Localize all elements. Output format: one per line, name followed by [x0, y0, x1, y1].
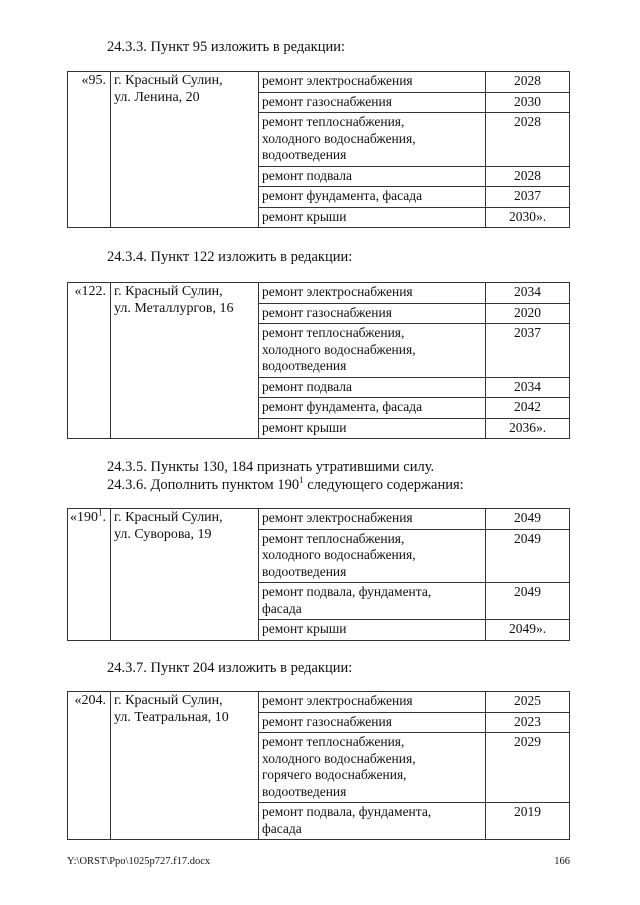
work-type-line: ремонт электроснабжения — [262, 73, 413, 88]
work-type-cell — [259, 583, 486, 620]
work-type-cell — [259, 207, 486, 228]
work-type-line: горячего водоснабжения, — [262, 767, 407, 782]
work-type-line: ремонт электроснабжения — [262, 510, 413, 525]
address-line: ул. Суворова, 19 — [114, 526, 212, 542]
amendment-table — [67, 282, 570, 439]
work-type-line: ремонт газоснабжения — [262, 304, 392, 320]
work-type-line: холодного водоснабжения, — [262, 341, 416, 357]
address-line: ул. Металлургов, 16 — [114, 300, 234, 316]
year-cell: 2020 — [486, 303, 570, 324]
year-cell: 2049 — [486, 509, 570, 530]
year-cell: 2028 — [486, 72, 570, 93]
amendment-table — [67, 508, 570, 641]
year-cell: 2036». — [486, 418, 570, 439]
work-type-line: ремонт теплоснабжения, — [262, 325, 405, 340]
work-type-line: ремонт теплоснабжения, — [262, 114, 405, 129]
work-type-line: ремонт теплоснабжения, — [262, 530, 405, 546]
work-type-line: фасада — [262, 820, 302, 836]
table-row — [68, 72, 570, 93]
work-type-cell — [259, 620, 486, 641]
year-cell: 2029 — [486, 733, 570, 803]
section-heading: 24.3.3. Пункт 95 изложить в редакции: — [107, 39, 346, 55]
work-type-cell — [259, 283, 486, 304]
address-cell — [111, 283, 259, 439]
work-type-line: холодного водоснабжения, — [262, 547, 416, 562]
work-type-cell — [259, 92, 486, 113]
work-type-cell — [259, 398, 486, 419]
amendment-table — [67, 691, 570, 840]
address-cell — [111, 72, 259, 228]
work-type-line: ремонт подвала, фундамента, — [262, 584, 432, 599]
work-type-line: фасада — [262, 600, 302, 616]
item-number-text: «190 — [70, 510, 98, 525]
table-row — [68, 283, 570, 304]
section-heading: 24.3.5. Пункты 130, 184 признать утратившими силу. — [107, 459, 435, 475]
section-heading: 24.3.4. Пункт 122 изложить в редакции: — [107, 249, 353, 265]
work-type-line: ремонт крыши — [262, 419, 347, 435]
work-type-line: ремонт теплоснабжения, — [262, 734, 405, 749]
work-type-cell — [259, 733, 486, 803]
year-cell: 2034 — [486, 283, 570, 304]
section-heading: 24.3.7. Пункт 204 изложить в редакции: — [107, 660, 353, 676]
address-cell — [111, 509, 259, 641]
item-number-text: «204. — [74, 693, 106, 708]
superscript: 1 — [299, 475, 304, 486]
work-type-line: ремонт подвала, фундамента, — [262, 804, 432, 819]
work-type-cell — [259, 72, 486, 93]
work-type-line: ремонт крыши — [262, 621, 347, 636]
work-type-cell — [259, 377, 486, 398]
section-heading — [107, 476, 464, 494]
address-line: ул. Театральная, 10 — [114, 709, 229, 725]
work-type-cell — [259, 712, 486, 733]
work-type-line: водоотведения — [262, 358, 347, 373]
year-cell: 2049 — [486, 529, 570, 583]
year-cell: 2019 — [486, 803, 570, 840]
work-type-line: водоотведения — [262, 563, 347, 579]
work-type-cell — [259, 529, 486, 583]
year-cell: 2034 — [486, 377, 570, 398]
work-type-line: водоотведения — [262, 147, 347, 162]
file-path: Y:\ORST\Ppo\1025p727.f17.docx — [67, 856, 211, 867]
work-type-cell — [259, 509, 486, 530]
work-type-cell — [259, 803, 486, 840]
year-cell: 2030». — [486, 207, 570, 228]
work-type-cell — [259, 303, 486, 324]
item-number-text: «122. — [74, 284, 106, 299]
address-line: ул. Ленина, 20 — [114, 89, 200, 105]
work-type-cell — [259, 113, 486, 167]
year-cell: 2037 — [486, 324, 570, 378]
year-cell: 2049». — [486, 620, 570, 641]
work-type-line: ремонт крыши — [262, 208, 347, 224]
work-type-cell — [259, 692, 486, 713]
work-type-line: ремонт фундамента, фасада — [262, 399, 423, 414]
item-number-suffix: . — [102, 510, 106, 525]
item-number-text: «95. — [81, 73, 106, 88]
address-line: г. Красный Сулин, — [114, 510, 223, 525]
address-line: г. Красный Сулин, — [114, 73, 223, 88]
work-type-cell — [259, 324, 486, 378]
superscript: 1 — [98, 507, 103, 518]
address-line: г. Красный Сулин, — [114, 284, 223, 299]
page-number: 166 — [554, 856, 570, 867]
heading-text: 24.3.6. Дополнить пунктом 190 — [107, 477, 300, 493]
year-cell: 2028 — [486, 113, 570, 167]
work-type-line: ремонт фундамента, фасада — [262, 188, 423, 203]
year-cell: 2023 — [486, 712, 570, 733]
item-number — [68, 509, 111, 641]
year-cell: 2042 — [486, 398, 570, 419]
work-type-cell — [259, 166, 486, 187]
work-type-line: ремонт электроснабжения — [262, 693, 413, 708]
heading-text: следующего содержания: — [303, 477, 464, 493]
item-number — [68, 283, 111, 439]
table-row — [68, 509, 570, 530]
table-row — [68, 692, 570, 713]
work-type-line: водоотведения — [262, 783, 347, 799]
year-cell: 2028 — [486, 166, 570, 187]
year-cell: 2049 — [486, 583, 570, 620]
year-cell: 2037 — [486, 187, 570, 208]
address-cell — [111, 692, 259, 840]
work-type-line: холодного водоснабжения, — [262, 130, 416, 146]
year-cell: 2025 — [486, 692, 570, 713]
work-type-line: холодного водоснабжения, — [262, 750, 416, 766]
address-line: г. Красный Сулин, — [114, 693, 223, 708]
work-type-cell — [259, 187, 486, 208]
item-number — [68, 692, 111, 840]
work-type-cell — [259, 418, 486, 439]
work-type-line: ремонт газоснабжения — [262, 93, 392, 109]
amendment-table — [67, 71, 570, 228]
work-type-line: ремонт подвала — [262, 378, 353, 394]
work-type-line: ремонт подвала — [262, 167, 353, 183]
work-type-line: ремонт электроснабжения — [262, 284, 413, 299]
year-cell: 2030 — [486, 92, 570, 113]
work-type-line: ремонт газоснабжения — [262, 713, 392, 729]
item-number — [68, 72, 111, 228]
